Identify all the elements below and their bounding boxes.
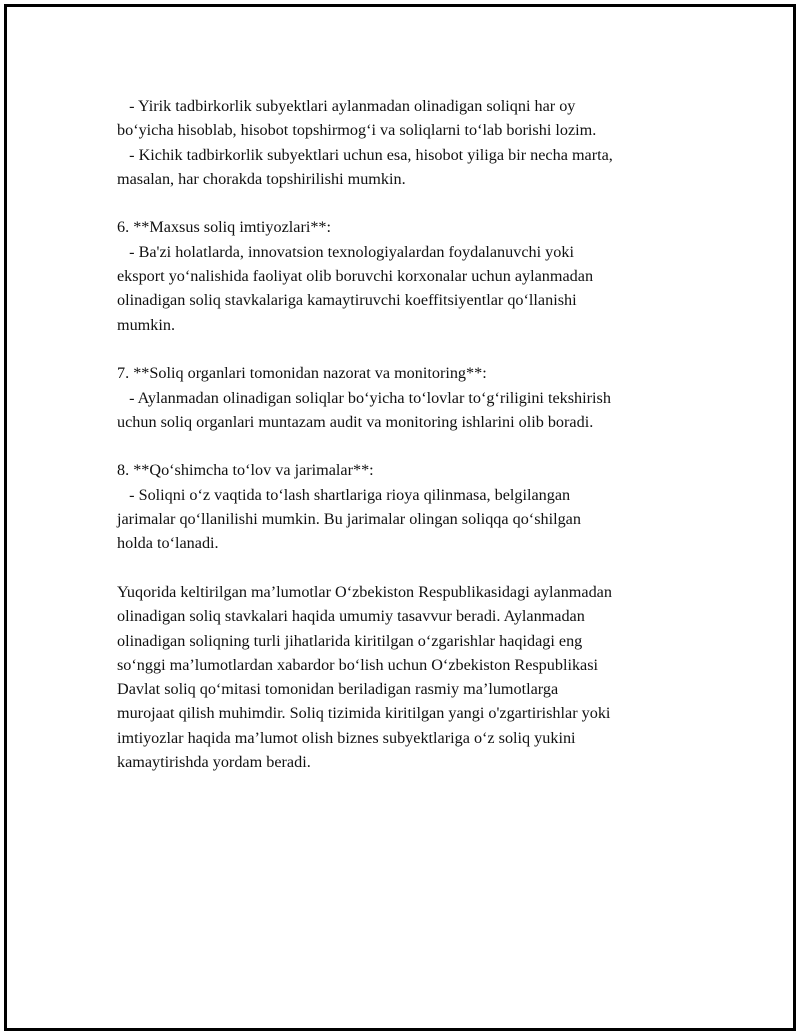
- text-line: eksport yo‘nalishida faoliyat olib boruvchi korxonalar uchun aylanmadan: [117, 267, 594, 286]
- paragraph-gap: [117, 337, 697, 361]
- section-heading: 7. **Soliq organlari tomonidan nazorat va monitoring**:: [117, 364, 487, 383]
- text-line: masalan, har chorakda topshirilishi mumkin.: [117, 169, 406, 188]
- text-line: holda to‘lanadi.: [117, 534, 219, 553]
- text-line: - Ba'zi holatlarda, innovatsion texnologiyalardan foydalanuvchi yoki: [117, 242, 574, 261]
- paragraph-gap: [117, 556, 697, 580]
- text-line: - Kichik tadbirkorlik subyektlari uchun esa, hisobot yiliga bir necha marta,: [117, 145, 613, 164]
- text-line: uchun soliq organlari muntazam audit va monitoring ishlarini olib boradi.: [117, 412, 594, 431]
- text-line: - Aylanmadan olinadigan soliqlar bo‘yicha to‘lovlar to‘g‘riligini tekshirish: [117, 388, 611, 407]
- text-line: Yuqorida keltirilgan ma’lumotlar O‘zbekiston Respublikasidagi aylanmadan: [117, 582, 612, 601]
- document-body: [117, 94, 697, 774]
- paragraph-gap: [117, 434, 697, 458]
- section-heading: 6. **Maxsus soliq imtiyozlari**:: [117, 218, 332, 237]
- text-line: - Yirik tadbirkorlik subyektlari aylanmadan olinadigan soliqni har oy: [117, 97, 576, 115]
- text-line: mumkin.: [117, 315, 176, 334]
- text-line: murojaat qilish muhimdir. Soliq tizimida kiritilgan yangi o'zgartirishlar yoki: [117, 704, 611, 723]
- text-line: olinadigan soliq stavkalari haqida umumiy tasavvur beradi. Aylanmadan: [117, 607, 585, 626]
- text-line: Davlat soliq qo‘mitasi tomonidan beriladigan rasmiy ma’lumotlarga: [117, 680, 559, 699]
- text-line: so‘nggi ma’lumotlardan xabardor bo‘lish uchun O‘zbekiston Respublikasi: [117, 655, 599, 674]
- paragraph-gap: [117, 191, 697, 215]
- text-line: imtiyozlar haqida ma’lumot olish biznes subyektlariga o‘z soliq yukini: [117, 728, 576, 747]
- text-line: kamaytirishda yordam beradi.: [117, 753, 311, 772]
- text-line: olinadigan soliqning turli jihatlarida kiritilgan o‘zgarishlar haqidagi eng: [117, 631, 583, 650]
- text-line: bo‘yicha hisoblab, hisobot topshirmog‘i va soliqlarni to‘lab borishi lozim.: [117, 121, 597, 140]
- section-heading: 8. **Qo‘shimcha to‘lov va jarimalar**:: [117, 461, 374, 480]
- text-line: jarimalar qo‘llanilishi mumkin. Bu jarimalar olingan soliqqa qo‘shilgan: [117, 510, 581, 529]
- text-line: - Soliqni o‘z vaqtida to‘lash shartlariga rioya qilinmasa, belgilangan: [117, 485, 571, 504]
- text-line: olinadigan soliq stavkalariga kamaytiruvchi koeffitsiyentlar qo‘llanishi: [117, 291, 577, 310]
